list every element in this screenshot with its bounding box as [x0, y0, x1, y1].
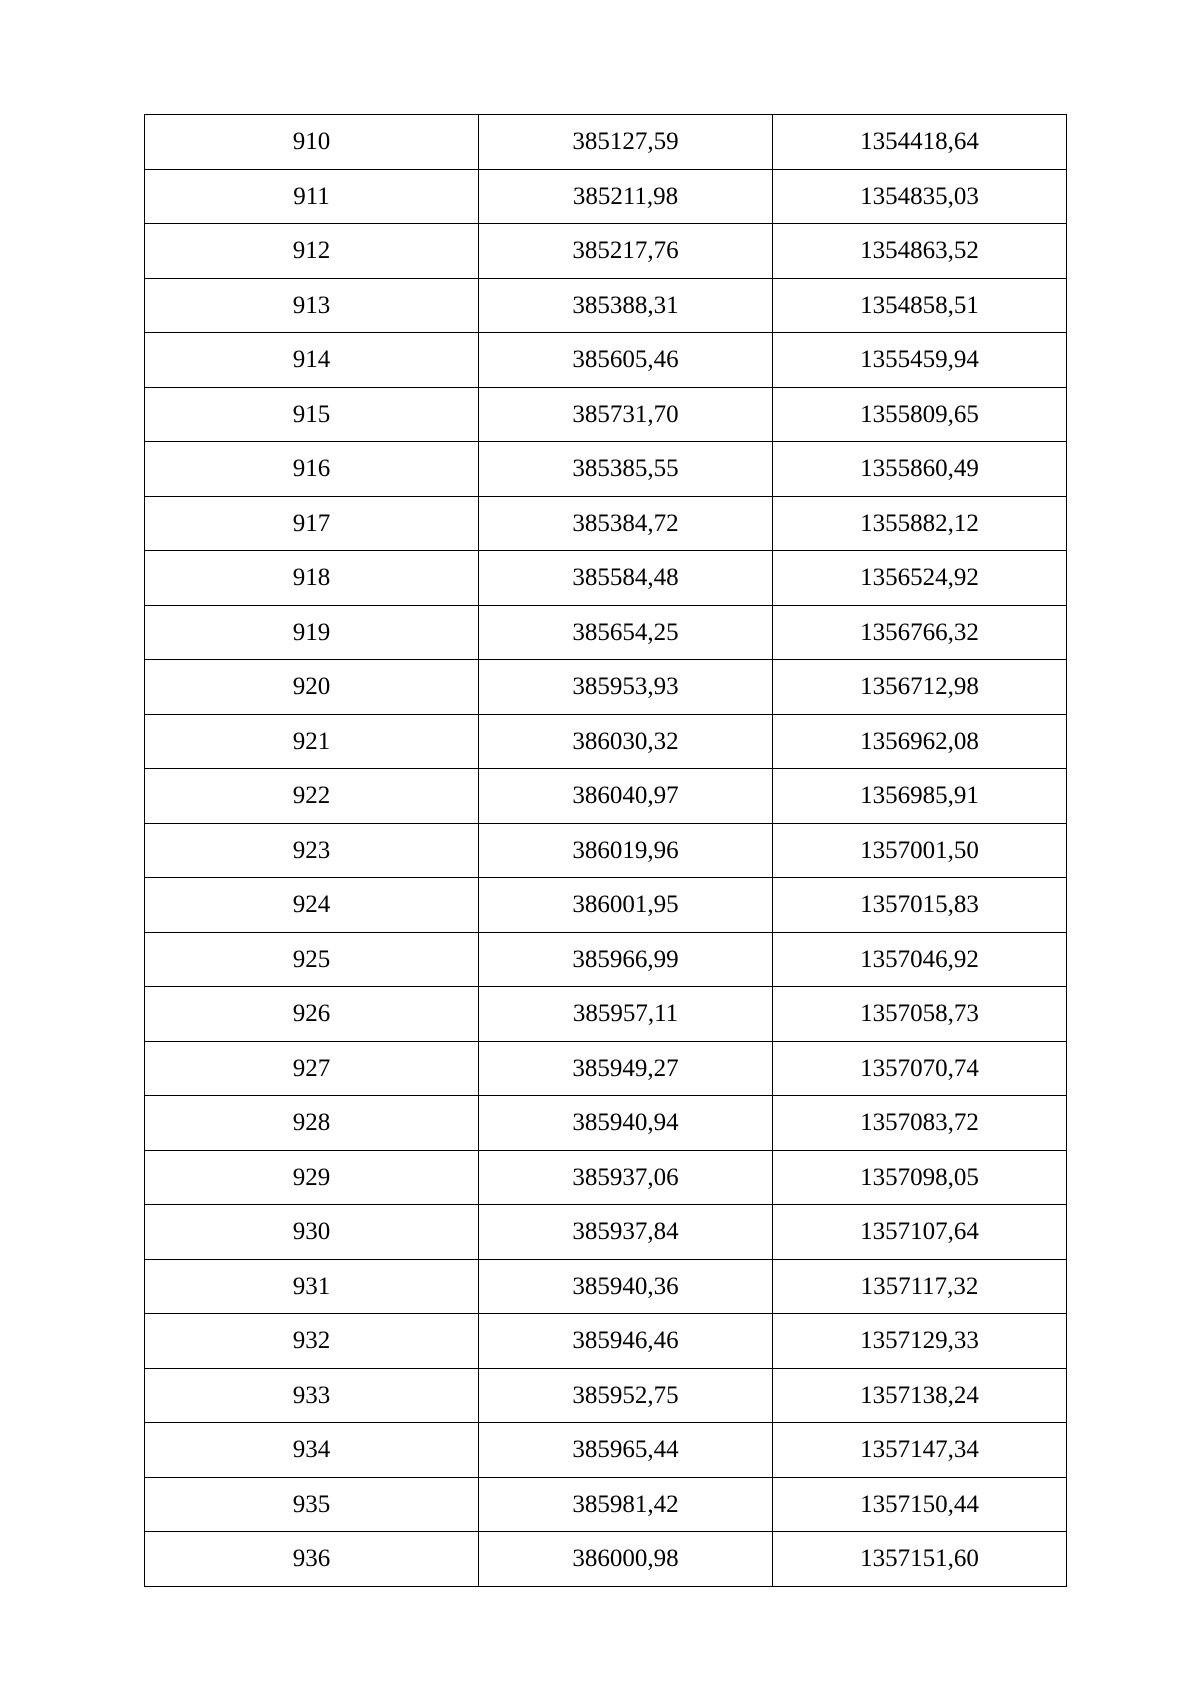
- y-coordinate-cell: 1356766,32: [773, 605, 1067, 660]
- y-coordinate-cell: 1354835,03: [773, 169, 1067, 224]
- point-number-cell: 920: [145, 660, 479, 715]
- coordinates-table-body: [145, 115, 1067, 1587]
- table-row: [145, 333, 1067, 388]
- x-coordinate-cell: 386000,98: [479, 1532, 773, 1587]
- y-coordinate-cell: 1357083,72: [773, 1096, 1067, 1151]
- y-coordinate-cell: 1355809,65: [773, 387, 1067, 442]
- table-row: [145, 1150, 1067, 1205]
- point-number-cell: 914: [145, 333, 479, 388]
- point-number-cell: 911: [145, 169, 479, 224]
- point-number-cell: 925: [145, 932, 479, 987]
- y-coordinate-cell: 1356524,92: [773, 551, 1067, 606]
- table-row: [145, 987, 1067, 1042]
- point-number-cell: 927: [145, 1041, 479, 1096]
- y-coordinate-cell: 1357151,60: [773, 1532, 1067, 1587]
- point-number-cell: 924: [145, 878, 479, 933]
- x-coordinate-cell: 385953,93: [479, 660, 773, 715]
- x-coordinate-cell: 385217,76: [479, 224, 773, 279]
- point-number-cell: 915: [145, 387, 479, 442]
- x-coordinate-cell: 385949,27: [479, 1041, 773, 1096]
- point-number-cell: 919: [145, 605, 479, 660]
- table-row: [145, 714, 1067, 769]
- table-row: [145, 387, 1067, 442]
- point-number-cell: 921: [145, 714, 479, 769]
- point-number-cell: 912: [145, 224, 479, 279]
- y-coordinate-cell: 1356985,91: [773, 769, 1067, 824]
- table-row: [145, 769, 1067, 824]
- x-coordinate-cell: 385966,99: [479, 932, 773, 987]
- point-number-cell: 916: [145, 442, 479, 497]
- y-coordinate-cell: 1357058,73: [773, 987, 1067, 1042]
- y-coordinate-cell: 1357046,92: [773, 932, 1067, 987]
- point-number-cell: 929: [145, 1150, 479, 1205]
- point-number-cell: 918: [145, 551, 479, 606]
- coordinates-table: [144, 114, 1067, 1587]
- x-coordinate-cell: 385937,84: [479, 1205, 773, 1260]
- table-row: [145, 115, 1067, 170]
- x-coordinate-cell: 385731,70: [479, 387, 773, 442]
- point-number-cell: 936: [145, 1532, 479, 1587]
- x-coordinate-cell: 385981,42: [479, 1477, 773, 1532]
- y-coordinate-cell: 1355860,49: [773, 442, 1067, 497]
- y-coordinate-cell: 1356712,98: [773, 660, 1067, 715]
- y-coordinate-cell: 1357150,44: [773, 1477, 1067, 1532]
- y-coordinate-cell: 1357070,74: [773, 1041, 1067, 1096]
- x-coordinate-cell: 385946,46: [479, 1314, 773, 1369]
- table-row: [145, 1477, 1067, 1532]
- table-row: [145, 1314, 1067, 1369]
- x-coordinate-cell: 385127,59: [479, 115, 773, 170]
- table-row: [145, 823, 1067, 878]
- y-coordinate-cell: 1357138,24: [773, 1368, 1067, 1423]
- x-coordinate-cell: 386019,96: [479, 823, 773, 878]
- x-coordinate-cell: 386001,95: [479, 878, 773, 933]
- point-number-cell: 932: [145, 1314, 479, 1369]
- x-coordinate-cell: 385211,98: [479, 169, 773, 224]
- table-row: [145, 169, 1067, 224]
- x-coordinate-cell: 385940,36: [479, 1259, 773, 1314]
- point-number-cell: 923: [145, 823, 479, 878]
- table-row: [145, 1041, 1067, 1096]
- table-row: [145, 1423, 1067, 1478]
- x-coordinate-cell: 385952,75: [479, 1368, 773, 1423]
- x-coordinate-cell: 385937,06: [479, 1150, 773, 1205]
- y-coordinate-cell: 1357129,33: [773, 1314, 1067, 1369]
- x-coordinate-cell: 385388,31: [479, 278, 773, 333]
- table-row: [145, 278, 1067, 333]
- table-row: [145, 1205, 1067, 1260]
- point-number-cell: 928: [145, 1096, 479, 1151]
- x-coordinate-cell: 386040,97: [479, 769, 773, 824]
- x-coordinate-cell: 385957,11: [479, 987, 773, 1042]
- table-row: [145, 1096, 1067, 1151]
- table-row: [145, 442, 1067, 497]
- y-coordinate-cell: 1356962,08: [773, 714, 1067, 769]
- y-coordinate-cell: 1354418,64: [773, 115, 1067, 170]
- x-coordinate-cell: 386030,32: [479, 714, 773, 769]
- y-coordinate-cell: 1357107,64: [773, 1205, 1067, 1260]
- point-number-cell: 933: [145, 1368, 479, 1423]
- y-coordinate-cell: 1357098,05: [773, 1150, 1067, 1205]
- table-row: [145, 660, 1067, 715]
- x-coordinate-cell: 385654,25: [479, 605, 773, 660]
- point-number-cell: 910: [145, 115, 479, 170]
- table-row: [145, 496, 1067, 551]
- point-number-cell: 935: [145, 1477, 479, 1532]
- y-coordinate-cell: 1354858,51: [773, 278, 1067, 333]
- y-coordinate-cell: 1354863,52: [773, 224, 1067, 279]
- table-row: [145, 1532, 1067, 1587]
- table-row: [145, 551, 1067, 606]
- point-number-cell: 930: [145, 1205, 479, 1260]
- y-coordinate-cell: 1357001,50: [773, 823, 1067, 878]
- point-number-cell: 917: [145, 496, 479, 551]
- y-coordinate-cell: 1355459,94: [773, 333, 1067, 388]
- table-row: [145, 932, 1067, 987]
- y-coordinate-cell: 1355882,12: [773, 496, 1067, 551]
- table-row: [145, 878, 1067, 933]
- x-coordinate-cell: 385384,72: [479, 496, 773, 551]
- table-row: [145, 605, 1067, 660]
- table-row: [145, 1259, 1067, 1314]
- point-number-cell: 926: [145, 987, 479, 1042]
- x-coordinate-cell: 385584,48: [479, 551, 773, 606]
- x-coordinate-cell: 385385,55: [479, 442, 773, 497]
- x-coordinate-cell: 385965,44: [479, 1423, 773, 1478]
- x-coordinate-cell: 385940,94: [479, 1096, 773, 1151]
- point-number-cell: 913: [145, 278, 479, 333]
- table-row: [145, 224, 1067, 279]
- point-number-cell: 931: [145, 1259, 479, 1314]
- table-row: [145, 1368, 1067, 1423]
- x-coordinate-cell: 385605,46: [479, 333, 773, 388]
- y-coordinate-cell: 1357117,32: [773, 1259, 1067, 1314]
- point-number-cell: 934: [145, 1423, 479, 1478]
- y-coordinate-cell: 1357015,83: [773, 878, 1067, 933]
- y-coordinate-cell: 1357147,34: [773, 1423, 1067, 1478]
- point-number-cell: 922: [145, 769, 479, 824]
